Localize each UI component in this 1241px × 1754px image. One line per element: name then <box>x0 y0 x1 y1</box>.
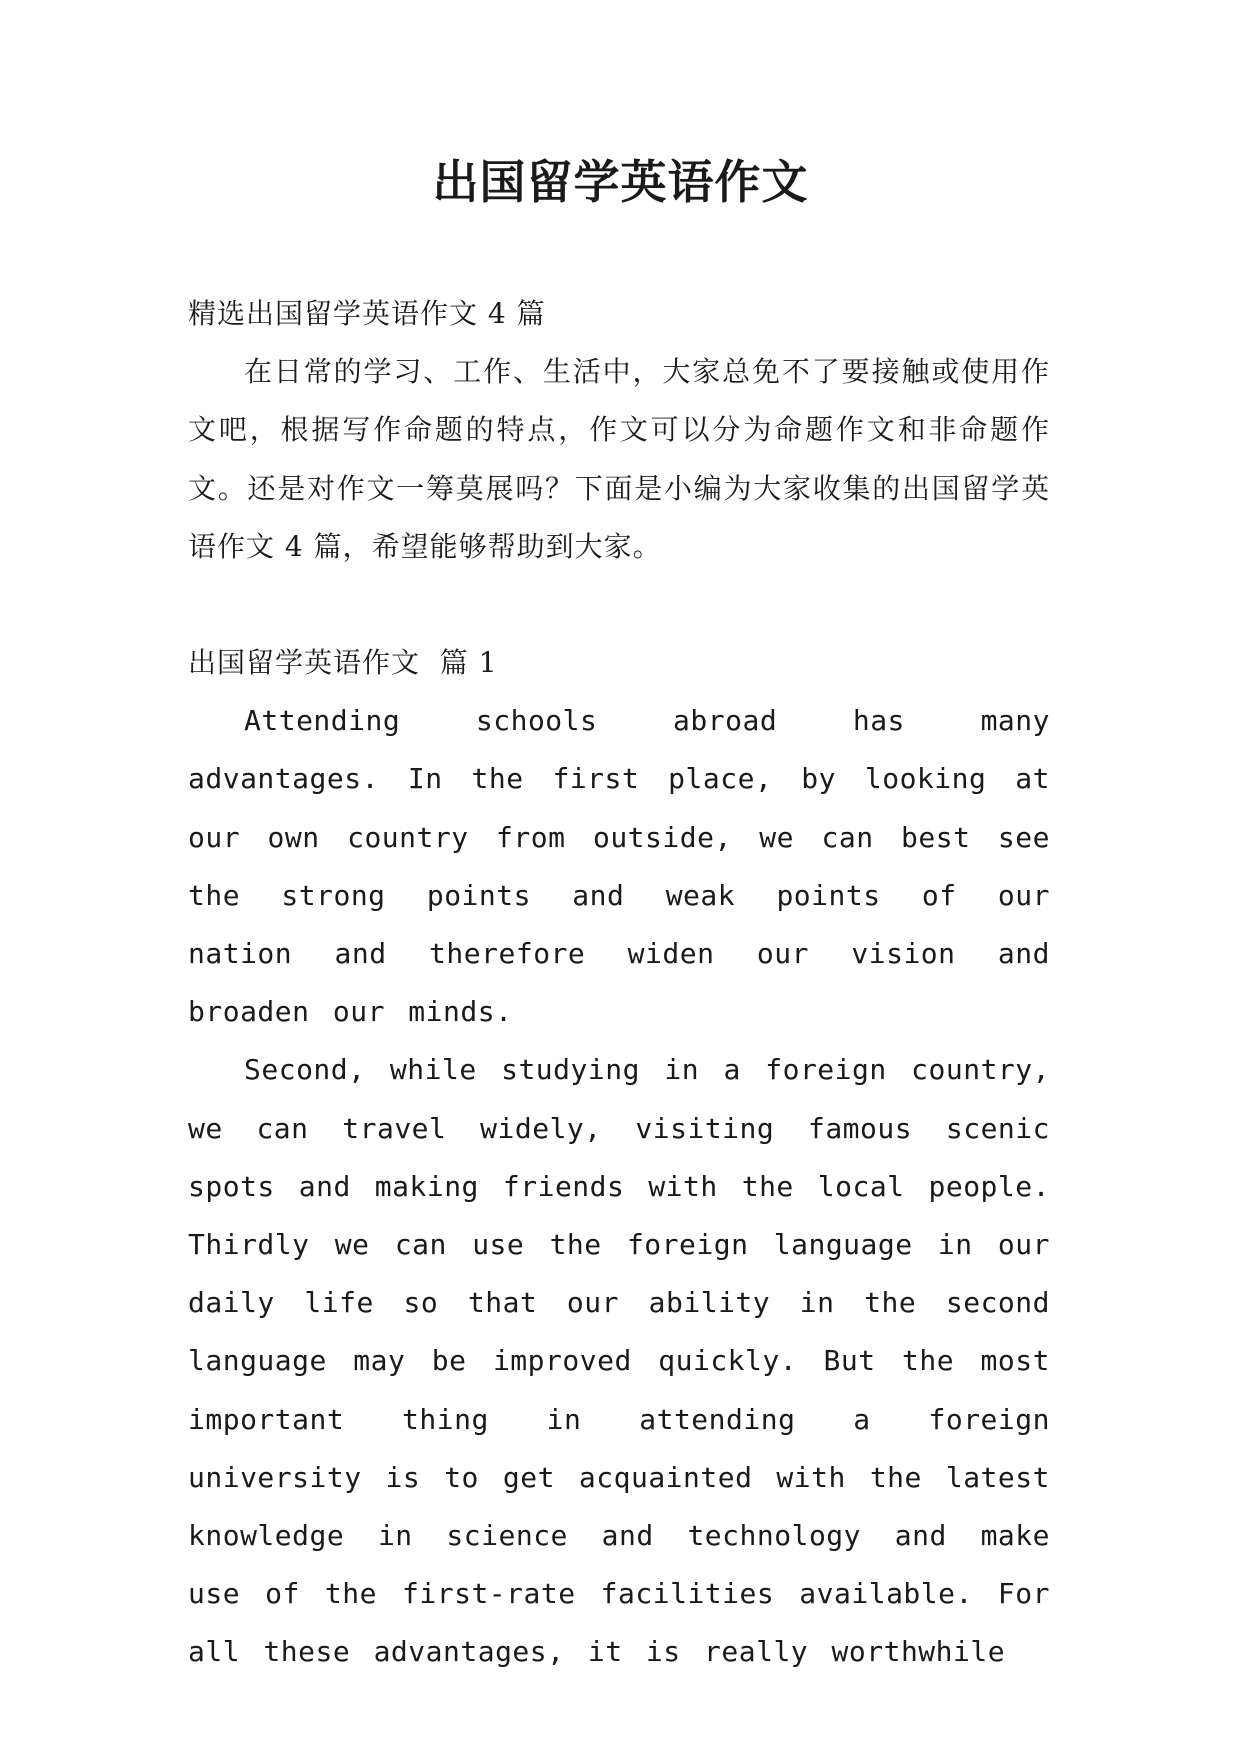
document-title: 出国留学英语作文 <box>432 155 809 209</box>
essay-paragraph-2: Second, while studying in a foreign country, we can travel widely, visiting famous scenic spots and making friends with the local people. Thirdly we can use the foreign language in our daily life so that our ability in the second language may be improved quickly. But the most important thing in attending a foreign university is to get acquainted with the latest knowledge in science and technology and make use of the first-rate facilities available. For all these advantages, it is really worthwhile <box>188 1053 1050 1669</box>
document-body <box>188 285 1050 1682</box>
document-subtitle: 精选出国留学英语作文 4 篇 <box>188 297 546 330</box>
paragraph-spacer <box>188 576 1050 634</box>
intro-paragraph: 在日常的学习、工作、生活中，大家总免不了要接触或使用作文吧，根据写作命题的特点，作文可以分为命题作文和非命题作文。还是对作文一筹莫展吗？下面是小编为大家收集的出国留学英语作文 4 篇，希望能够帮助到大家。 <box>188 355 1050 563</box>
essay-paragraph-1: Attending schools abroad has many advantages. In the first place, by looking at our own country from outside, we can best see the strong points and weak points of our nation and therefore widen our vision and broaden our minds. <box>188 704 1050 1029</box>
section-heading: 出国留学英语作文 篇 1 <box>188 646 498 680</box>
